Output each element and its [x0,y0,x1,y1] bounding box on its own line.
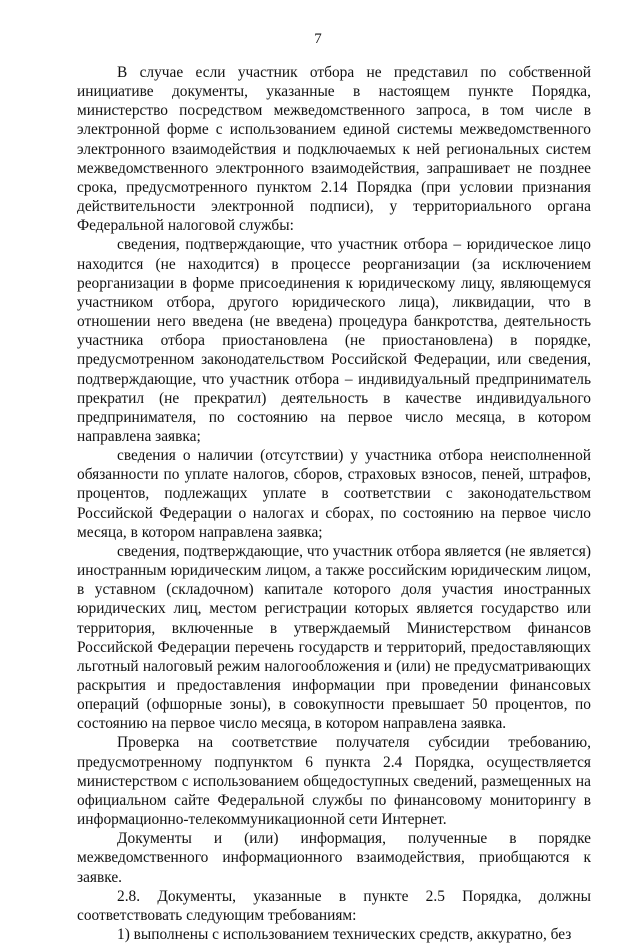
paragraph-tax-debt-info: сведения о наличии (отсутствии) у участника отбора неисполненной обязанности по уплате налогов, сборов, страховых взносов, пеней, штрафов, процентов, подлежащих уплате в соответствии с законодательством Российской Федерации о налогах и сборах, по состоянию на первое число месяца, в котором направлена заявка; [77,447,591,541]
paragraph-section-2-8: 2.8. Документы, указанные в пункте 2.5 Порядка, должны соответствовать следующим требованиям: [77,887,591,924]
body-text [77,63,591,944]
paragraph-request-intro: В случае если участник отбора не представил по собственной инициативе документы, указанные в настоящем пункте Порядка, министерство посредством межведомственного запроса, в том числе в электронной форме с использованием единой системы межведомственного электронного взаимодействия и подключаемых к ней региональных систем межведомственного электронного взаимодействия, запрашивает не позднее срока, предусмотренного пунктом 2.14 Порядка (при условии признания действительности электронной подписи), у территориального органа Федеральной налоговой службы: [77,64,591,235]
paragraph-financial-monitoring-check: Проверка на соответствие получателя субсидии требованию, предусмотренному подпунктом 6 пункта 2.4 Порядка, осуществляется министерством с использованием общедоступных сведений, размещенных на официальном сайте Федеральной службы по финансовому мониторингу в информационно-телекоммуникационной сети Интернет. [77,734,591,829]
paragraph-reorganization-info: сведения, подтверждающие, что участник отбора – юридическое лицо находится (не находится) в процессе реорганизации (за исключением реорганизации в форме присоединения к юридическому лицу, являющемуся участником отбора, другого юридического лица), ликвидации, что в отношении него введена (не введена) процедура банкротства, деятельность участника отбора приостановлена (не приостановлена) в порядке, предусмотренном законодательством Российской Федерации, или сведения, подтверждающие, что участник отбора – индивидуальный предприниматель прекратил (не прекратил) деятельность в качестве индивидуального предпринимателя, по состоянию на первое число месяца, в котором направлена заявка; [77,236,591,445]
paragraph-documents-attached: Документы и (или) информация, полученные в порядке межведомственного информационного взаимодействия, приобщаются к заявке. [77,830,591,886]
page-number: 7 [314,31,322,47]
paragraph-foreign-entity-info: сведения, подтверждающие, что участник отбора является (не является) иностранным юридическим лицом, а также российским юридическим лицом, в уставном (складочном) капитале которого доля участия иностранных юридических лиц, местом регистрации которых является государство или территория, включенные в утверждаемый Министерством финансов Российской Федерации перечень государств и территорий, предоставляющих льготный налоговый режим налогообложения и (или) не предусматривающих раскрытия и предоставления информации при проведении финансовых операций (офшорные зоны), в совокупности превышает 50 процентов, по состоянию на первое число месяца, в котором направлена заявка. [77,542,591,733]
paragraph-requirement-1: 1) выполнены с использованием технических средств, аккуратно, без [117,926,572,944]
